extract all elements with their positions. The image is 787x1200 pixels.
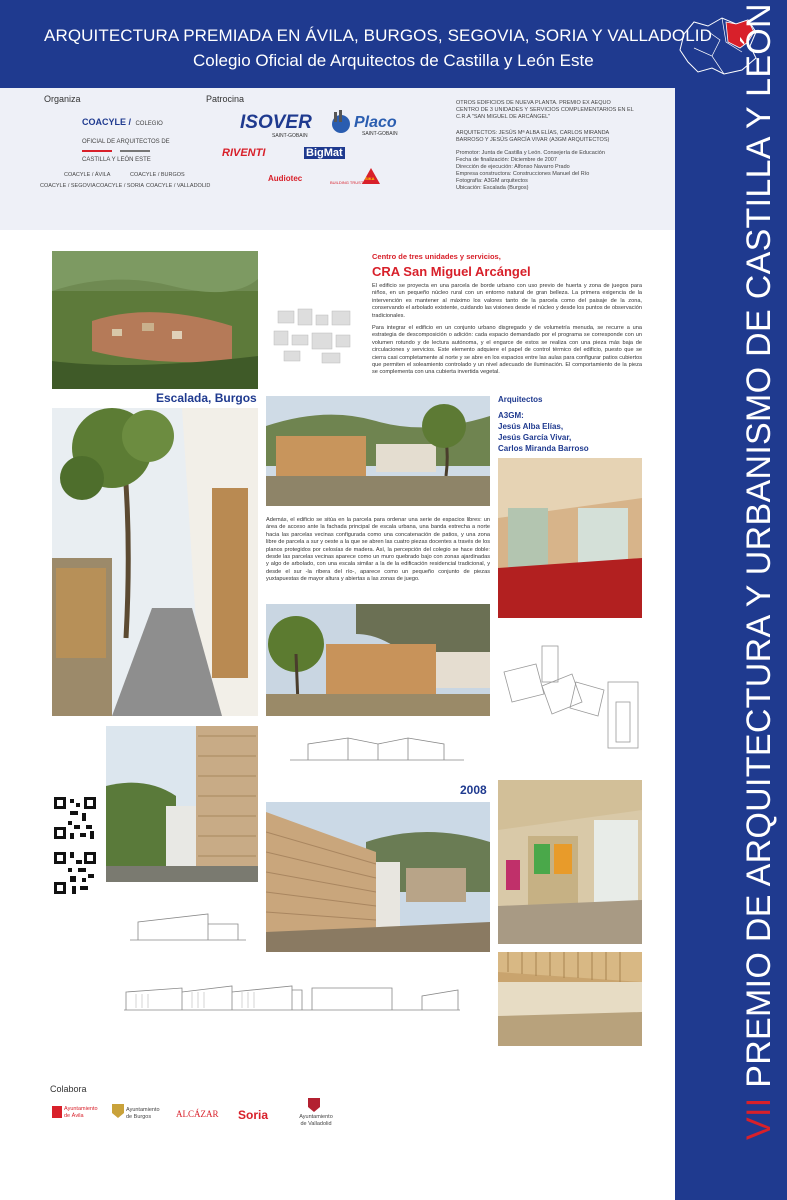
info-architects: ARQUITECTOS: JESÚS Mª ALBA ELÍAS, CARLOS MIRANDA BARROSO Y JESÚS GARCÍA VIVAR (A3GM ARQUITECTOS) (456, 130, 610, 143)
walkway-photo (52, 408, 258, 716)
coacyle-logo-bar (120, 150, 150, 152)
elevation-drawing-2 (122, 980, 462, 1014)
project-name: CRA San Miguel Arcángel (372, 264, 531, 279)
info-category: OTROS EDIFICIOS DE NUEVA PLANTA. PREMIO EX AEQUO (456, 100, 611, 106)
architect-name: Jesús Alba Elías, (498, 422, 564, 431)
stone-facade-photo (266, 802, 490, 952)
avila-crest-icon (52, 1106, 62, 1118)
branch-burgos: COACYLE / BURGOS (130, 172, 185, 178)
village-aerial-photo (52, 251, 258, 389)
info-fotografia: Fotografía: A3GM arquitectos (456, 178, 528, 184)
isover-subtitle: SAINT-GOBAIN (272, 133, 308, 139)
burgos-crest-icon (112, 1104, 124, 1118)
colabora-burgos: Ayuntamiento de Burgos (126, 1107, 160, 1120)
info-ubicacion: Ubicación: Escalada (Burgos) (456, 185, 529, 191)
qr-code-2[interactable] (52, 850, 98, 896)
placo-emblem-icon (330, 110, 352, 134)
branch-segovia: COACYLE / SEGOVIA (40, 183, 96, 189)
interior-red-floor-photo (498, 458, 642, 618)
placo-logo: Placo (354, 114, 397, 131)
page-title: ARQUITECTURA PREMIADA EN ÁVILA, BURGOS, SEGOVIA, SORIA Y VALLADOLID (44, 26, 713, 45)
architect-name: Carlos Miranda Barroso (498, 444, 589, 453)
elevation-drawing-1 (128, 910, 248, 946)
stone-wall-photo (106, 726, 258, 882)
branch-avila: COACYLE / ÁVILA (64, 172, 111, 178)
isover-logo: ISOVER (240, 112, 312, 133)
project-paragraph-1: El edificio se proyecta en una parcela de borde urbano con uso previo de huerta y zona de juegos para niños, en un pequeño núcleo rural con un entorno natural de gran belleza. La primera exigencia de la intervención es mantener al máximo los valores tanto de la parcela como del paisaje de la zona, conservando el arbolado existente, cuidando las visiones desde el núcleo y desde los puntos de observación tradicionales. (372, 283, 642, 319)
info-direccion: Dirección de ejecución: Alfonso Navarro Prado (456, 164, 570, 170)
colabora-soria: Soria (238, 1108, 269, 1122)
patrocina-label: Patrocina (206, 94, 245, 104)
project-year: 2008 (460, 783, 487, 797)
organiza-label: Organiza (44, 94, 81, 104)
vertical-banner-text: VII PREMIO DE ARQUITECTURA Y URBANISMO DE CASTILLA Y LEÓN (740, 3, 778, 1140)
architects-label: Arquitectos (498, 395, 543, 404)
bigmat-logo: BigMat (306, 147, 343, 159)
interior-wood-ceiling-photo (498, 952, 642, 1046)
architect-firm: A3GM: (498, 411, 524, 420)
floor-plan-drawing (500, 642, 642, 752)
site-plan-drawing (270, 305, 362, 365)
info-empresa: Empresa constructora: Construcciones Manuel del Río (456, 171, 590, 177)
qr-code-1[interactable] (52, 795, 98, 841)
colabora-alcazar: ALCÁZAR (176, 1109, 219, 1119)
info-promotor: Promotor: Junta de Castilla y León. Consejería de Educación (456, 150, 605, 156)
info-fecha: Fecha de finalización: Diciembre de 2007 (456, 157, 557, 163)
exterior-mountain-photo (266, 396, 490, 506)
audiotec-logo: Audiotec (268, 174, 303, 183)
info-project: CENTRO DE 3 UNIDADES Y SERVICIOS COMPLEMENTARIOS EN EL C.R.A "SAN MIGUEL DE ARCÁNGEL" (456, 107, 634, 120)
architects-list (498, 410, 589, 454)
coacyle-logo: COACYLE / COLEGIO OFICIAL DE ARQUITECTOS DE CASTILLA Y LEÓN ESTE (82, 117, 170, 163)
colabora-avila: Ayuntamiento de Ávila (64, 1106, 98, 1119)
architect-name: Jesús García Vivar, (498, 433, 572, 442)
interior-glazing-photo (498, 780, 642, 944)
building-trust: BUILDING TRUST (330, 180, 364, 185)
project-paragraph-3: Además, el edificio se sitúa en la parcela para ordenar una serie de espacios libres: un área de acceso ante la fachada principal de escala urbana, una banda estrecha a norte hacia las parcelas vecinas configurada como una concatenación de patios, y una zona libre de parcela a sur y oeste a la que se abren las cuatro piezas docentes a través de los planos protegidos por celosías de madera. Así, la percepción del colegio se hace doble: desde las parcelas vecinas aparece como un muro quebrado bajo con zonas ajardinadas y algo de arbolado, con una escala similar a la de la edificación residencial tradicional, y desde el sur -la ribera del río-, aparece como un pequeño conjunto de piezas yuxtapuestas de mayor altura y abiertas a las zonas de juego. (266, 517, 490, 583)
branch-valladolid: COACYLE / VALLADOLID (146, 183, 211, 189)
project-subtitle: Centro de tres unidades y servicios, (372, 252, 501, 261)
placo-subtitle: SAINT-GOBAIN (362, 131, 398, 137)
valladolid-crest-icon (308, 1098, 320, 1112)
exterior-facade-photo (266, 604, 490, 716)
page-subtitle: Colegio Oficial de Arquitectos de Castilla y León Este (193, 51, 594, 70)
section-drawing (288, 730, 466, 770)
project-paragraph-2: Para integrar el edificio en un conjunto urbano disgregado y de volumetría menuda, se recurre a una estrategia de descomposición o adición: cada espacio demandado por el programa se corresponde con un volumen rotundo y de lectura autónoma, y el engarce de estos se realiza con una pieza más baja de circulaciones y servicios. Este elemento adquiere el papel de control térmico del edificio, puesto que se cierra casi completamente al norte y se abre en los espacios entre las aulas para configurar patios cubiertos que permiten el soleamiento controlado y un nivel adecuado de iluminación. El comportamiento de la pieza se complementa con una cubierta invertida vegetal. (372, 325, 642, 376)
coacyle-logo-bar (82, 150, 112, 152)
branch-soria: COACYLE / SORIA (96, 183, 144, 189)
colabora-label: Colabora (50, 1084, 87, 1094)
riventi-logo: RIVENTI (222, 147, 266, 159)
project-location: Escalada, Burgos (156, 391, 257, 405)
colabora-valladolid: Ayuntamiento de Valladolid (299, 1114, 333, 1127)
sika-logo: SIKA (365, 176, 375, 181)
